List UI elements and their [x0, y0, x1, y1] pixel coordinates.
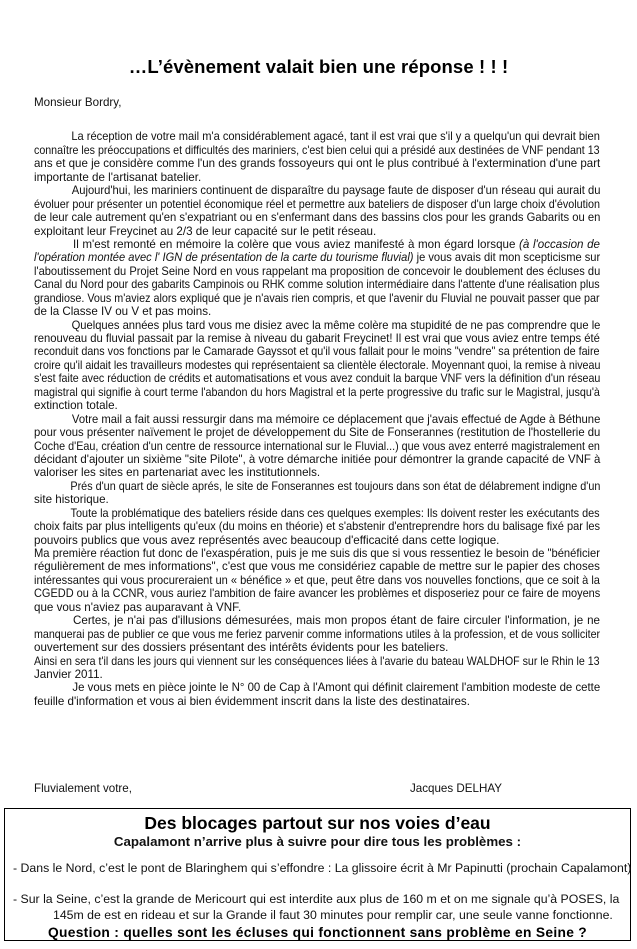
paragraph-line: intéressantes qui vous procureraient un « bénéfice » et que, peut être dans vos nouvelles fonctions, que ce soit à la [34, 573, 600, 587]
paragraph-line: Ainsi en sera t'il dans les jours qui viennent sur les conséquences liées à l'avarie du bateau WALDHOF sur le Rhin le 13 [34, 654, 600, 668]
paragraph-line: l'opération montée avec l' IGN de présentation de la carte du tourisme fluvial) je vous avais dit mon scepticisme sur [34, 251, 601, 265]
italic-aside: l'opération montée avec l' IGN de présentation de la carte du tourisme fluvial) [34, 251, 414, 265]
paragraph [34, 547, 600, 614]
paragraph-line: connaître les préoccupations et difficultés des mariniers, c'est bien celui qui a présidé aux destinées de VNF pendant 13 [34, 143, 600, 157]
paragraph-line: renouveau du fluvial passait par la remise à niveau du gabarit Freycinet! Il est vrai que vous aviez entre temps été [34, 332, 600, 346]
signoff [34, 782, 600, 795]
paragraph-line: Votre mail a fait aussi ressurgir dans ma mémoire ce déplacement que j'avais effectué de Agde à Béthune [71, 412, 601, 426]
paragraph [34, 480, 600, 507]
box-item-nord: - Dans le Nord, c’est le pont de Blaringhem qui s’effondre : La glissoire écrit à Mr Papinutti (prochain Capalamont) [13, 861, 632, 875]
paragraph-line: La réception de votre mail m'a considérablement agacé, tant il est vrai que s'il y a quelqu'un qui devrait bien [71, 130, 600, 144]
paragraph-line: ouvertement sur des dossiers présentant des intérêts évidents pour les bateliers. [34, 641, 449, 655]
paragraph-line: croire qu'il aidait les travailleurs modestes qui représentaient sa clientèle électorale. Moyennant quoi, la remise à niveau [34, 358, 601, 372]
paragraph-line: de leur cale autrement qu'en s'expatriant ou en s'enfermant dans des bassins clos pour les grands Gabarits ou en [34, 211, 601, 225]
paragraph-line: CGEDD ou à la CCNR, vous auriez l'ambition de faire avancer les problèmes et disposeriez pour ce faire de moyens [34, 587, 601, 601]
paragraph-line: choix faits par plus intelligents qu'eux (du moins en théorie) et s'abstenir d'entreprendre hors du balisage fixé par les [34, 520, 601, 534]
signature: Jacques DELHAY [410, 782, 502, 795]
paragraph-line: Il m'est remonté en mémoire la colère que vous aviez manifesté à mon égard lorsque (à l'occasion de [73, 237, 600, 251]
italic-aside: (à l'occasion de [519, 237, 600, 251]
paragraph-line: décidant d'ajouter un sixième "site Pilote", à votre démarche initiée pour démontrer la grande capacité de VNF à [34, 452, 601, 466]
box-subtitle: Capalamont n’arrive plus à suivre pour dire tous les problèmes : [113, 834, 522, 849]
letter-body [34, 96, 600, 708]
paragraph [34, 413, 600, 480]
paragraph-line: site historique. [34, 493, 109, 507]
paragraph-line: Ma première réaction fut donc de l'exaspération, puis je me suis dis que si vous ressentiez le besoin de "bénéficier [34, 547, 600, 561]
paragraph-line: évoluer pour présenter un potentiel économique réel et permettre aux bateliers de disposer d'un large choix d'évolution [34, 197, 600, 211]
paragraph-line: pouvoirs publics que vous avez représentés avec beaucoup d'efficacité dans cette logique. [34, 533, 500, 547]
paragraph-line: Janvier 2011. [34, 667, 103, 681]
news-box [4, 808, 631, 941]
paragraph-line: ans et que je considère comme l'un des grands fossoyeurs qui ont le plus contribué à l'extermination d'une part [34, 157, 601, 171]
letter-paragraphs [34, 130, 600, 708]
paragraph [34, 130, 600, 184]
paragraph-line: de la Classe IV ou V et pas moins. [34, 305, 212, 319]
paragraph [34, 319, 600, 413]
paragraph-line: Je vous mets en pièce jointe le N° 00 de Cap à l'Amont qui définit clairement l'ambition modeste de cette [72, 681, 601, 695]
paragraph-line: exploitant leur Freycinet au 2/3 de leur capacité sur le petit réseau. [34, 224, 377, 238]
paragraph-line: pour vous présenter naïvement le projet de développement du Site de Fonserannes (restitution de l'hostellerie du [34, 426, 601, 440]
paragraph-line: extinction totale. [34, 399, 118, 413]
paragraph [34, 681, 600, 708]
paragraph-line: Canal du Nord pour des gabarits Campinois ou RHK comme solution intermédiaire dans l'attente d'une réalisation plus [34, 278, 600, 292]
paragraph-line: Certes, je n'ai pas d'illusions démesurées, mais mon propos étant de faire circuler l'information, je ne [73, 614, 600, 628]
paragraph [34, 614, 600, 654]
paragraph-line: Quelques années plus tard vous me disiez avec la même colère ma stupidité de ne pas comprendre que le [71, 318, 601, 332]
paragraph-line: Aujourd'hui, les mariniers continuent de disparaître du paysage faute de disposer d'un réseau qui aurait du [71, 184, 601, 198]
paragraph-line: l'aboutissement du Projet Seine Nord en vous rappelant ma proposition de concevoir le doublement des écluses du [34, 264, 601, 278]
paragraph-line: Coche d'Eau, création d'un centre de ressource international sur le Fluvial...) que vous avez enterré magistralement en [34, 439, 600, 453]
box-question: Question : quelles sont les écluses qui fonctionnent sans problème en Seine ? [47, 925, 588, 940]
paragraph-line: magistral qui signifie à court terme l'abandon du hors Magistral et la perte progressive du trafic sur le Magistral, jusqu'à [34, 385, 600, 399]
paragraph-line: régulièrement de mes informations", c'est que vous me considériez capable de mettre sur le papier des choses [34, 560, 600, 574]
paragraph-line: s'est faite avec réduction de crédits et automatisations et vous avez conduit la barque VNF vers la définition d'un réseau [34, 372, 601, 386]
paragraph [34, 507, 600, 547]
closing: Fluvialement votre, [34, 782, 132, 795]
box-item-seine: - Sur la Seine, c’est la grande de Mericourt qui est interdite aux plus de 160 m et on me signale qu’à POSES, la [13, 892, 620, 906]
article-title: …L’évènement valait bien une réponse ! ! ! [128, 56, 509, 77]
paragraph-line: Prés d'un quart de siècle aprés, le site de Fonserannes est toujours dans son état de délabrement indigne d'un [70, 479, 601, 493]
paragraph-line: grandiose. Vous m'aviez alors expliqué que je n'avais rien compris, et que l'avenir du Fluvial ne pouvait passer que par [34, 291, 600, 305]
paragraph-line: importante de l'artisanat batelier. [34, 170, 202, 184]
box-item-seine-cont: 145m de est en rideau et sur la Grande il faut 30 minutes pour remplir car, une seule vanne fonctionne. [53, 908, 613, 922]
paragraph-line: que vous n'aviez pas auparavant à VNF. [34, 600, 242, 614]
paragraph-line: feuille d'information et vous ai bien évidemment inscrit dans la liste des destinataires. [34, 694, 470, 708]
paragraph-line: reconduit dans vos fonctions par le Camarade Gayssot et qu'il vous fallait pour le moins "vendre" sa prétention de faire [34, 345, 600, 359]
salutation: Monsieur Bordry, [34, 96, 122, 109]
paragraph-line: valoriser les sites en partenariat avec les institutionnels. [34, 466, 321, 480]
paragraph [34, 655, 600, 682]
paragraph-line: manquerai pas de publier ce que vous me feriez parvenir comme informations utiles à la profession, et de vous solliciter [34, 627, 601, 641]
box-title: Des blocages partout sur nos voies d’eau [144, 813, 491, 833]
paragraph [34, 238, 600, 319]
paragraph [34, 184, 600, 238]
paragraph-line: Toute la problématique des bateliers réside dans ces quelques exemples: Ils doivent rester les exécutants des [70, 506, 600, 520]
